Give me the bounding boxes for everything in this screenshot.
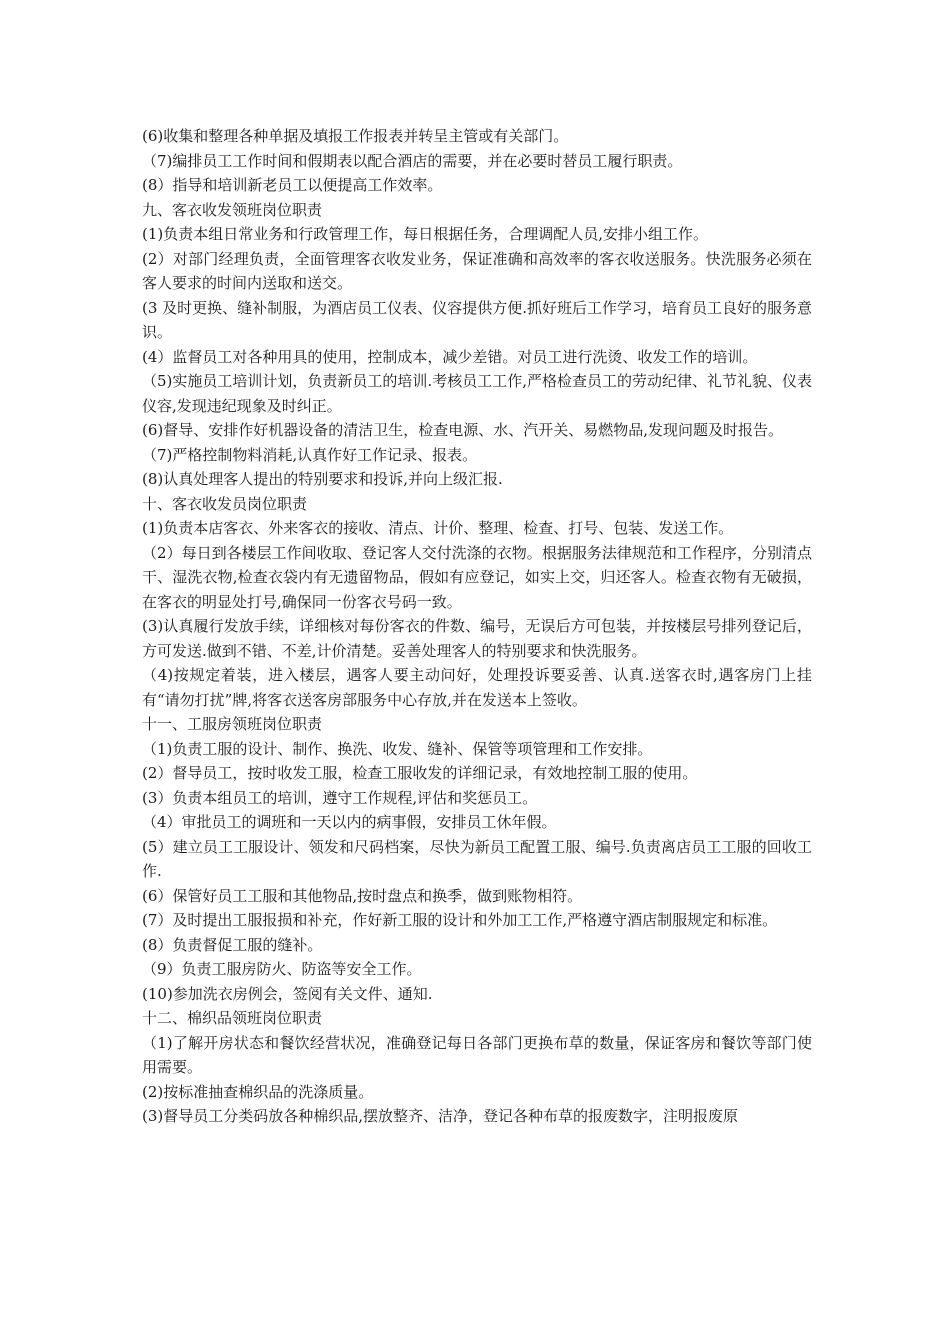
list-item: (1)负责本店客衣、外来客衣的接收、清点、计价、整理、检查、打号、包装、发送工作。 [142, 519, 734, 537]
section-heading: 九、客衣收发领班岗位职责 [142, 200, 323, 219]
document-body [142, 124, 812, 1129]
list-item: （4）审批员工的调班和一天以内的病事假，安排员工休年假。 [142, 813, 557, 831]
list-item: （1)了解开房状态和餐饮经营状况，准确登记每日各部门更换布草的数量，保证客房和餐饮等部门使用需要。 [142, 1033, 812, 1076]
list-item: (2）对部门经理负责，全面管理客衣收发业务，保证准确和高效率的客衣收送服务。快洗服务必须在客人要求的时间内送取和送交。 [142, 249, 812, 292]
list-item: (5）建立员工工服设计、领发和尺码档案，尽快为新员工配置工服、编号.负责离店员工工服的回收工作. [142, 837, 812, 880]
list-item: (3)督导员工分类码放各种棉织品,摆放整齐、洁净，登记各种布草的报废数字，注明报废原 [142, 1107, 739, 1125]
list-item: (8）负责督促工服的缝补。 [142, 935, 323, 954]
list-item: （7)严格控制物料消耗,认真作好工作记录、报表。 [142, 445, 478, 464]
list-item: （5)实施员工培训计划，负责新员工的培训.考核员工工作,严格检查员工的劳动纪律、礼节礼貌、仪表仪容,发现违纪现象及时纠正。 [142, 372, 812, 415]
list-item: (3）负责本组员工的培训，遵守工作规程,评估和奖惩员工。 [142, 788, 538, 807]
section-heading: 十、客衣收发员岗位职责 [142, 494, 308, 513]
list-item: (7）及时提出工服报损和补充，作好新工服的设计和外加工工作,严格遵守酒店制服规定和标准。 [142, 911, 778, 929]
list-item: (6)督导、安排作好机器设备的清洁卫生，检查电源、水、汽开关、易燃物品,发现问题及时报告。 [142, 421, 784, 439]
list-item: (6)收集和整理各种单据及填报工作报表并转呈主管或有关部门。 [142, 127, 569, 145]
list-item: （7)编排员工工作时间和假期表以配合酒店的需要，并在必要时替员工履行职责。 [142, 151, 683, 170]
list-item: (6）保管好员工工服和其他物品,按时盘点和换季，做到账物相符。 [142, 886, 583, 905]
list-item: (1)负责本组日常业务和行政管理工作，每日根据任务，合理调配人员,安排小组工作。 [142, 225, 709, 243]
list-item: (2）督导员工，按时收发工服，检查工服收发的详细记录，有效地控制工服的使用。 [142, 764, 698, 782]
list-item: (3 及时更换、缝补制服，为酒店员工仪表、仪容提供方便.抓好班后工作学习，培育员工良好的服务意识。 [142, 298, 812, 341]
section-heading: 十一、工服房领班岗位职责 [142, 715, 323, 733]
list-item: (4）监督员工对各种用具的使用，控制成本，减少差错。对员工进行洗烫、收发工作的培训。 [142, 347, 758, 366]
list-item: (2)按标准抽查棉织品的洗涤质量。 [142, 1082, 374, 1101]
list-item: (8）指导和培训新老员工以便提高工作效率。 [142, 176, 443, 194]
list-item: （4)按规定着装，进入楼层，遇客人要主动问好，处理投诉要妥善、认真.送客衣时,遇客房门上挂有“请勿打扰”牌,将客衣送客房部服务中心存放,并在发送本上签收。 [142, 666, 812, 709]
list-item: (8)认真处理客人提出的特别要求和投诉,并向上级汇报. [142, 470, 503, 488]
list-item: （1)负责工服的设计、制作、换洗、收发、缝补、保管等项管理和工作安排。 [142, 739, 653, 758]
list-item: (10)参加洗衣房例会，签阅有关文件、通知. [142, 984, 433, 1003]
list-item: （2）每日到各楼层工作间收取、登记客人交付洗涤的衣物。根据服务法律规范和工作程序，分别清点干、湿洗衣物,检查衣袋内有无遗留物品，假如有应登记，如实上交，归还客人。检查衣物有无破损，在客衣的明显处打号,确保同一份客衣号码一致。 [142, 543, 812, 611]
section-heading: 十二、棉织品领班岗位职责 [142, 1009, 323, 1027]
list-item: (3)认真履行发放手续，详细核对每份客衣的件数、编号，无误后方可包装，并按楼层号排列登记后，方可发送.做到不错、不差,计价清楚。妥善处理客人的特别要求和快洗服务。 [142, 617, 812, 660]
list-item: （9）负责工服房防火、防盗等安全工作。 [142, 960, 422, 978]
